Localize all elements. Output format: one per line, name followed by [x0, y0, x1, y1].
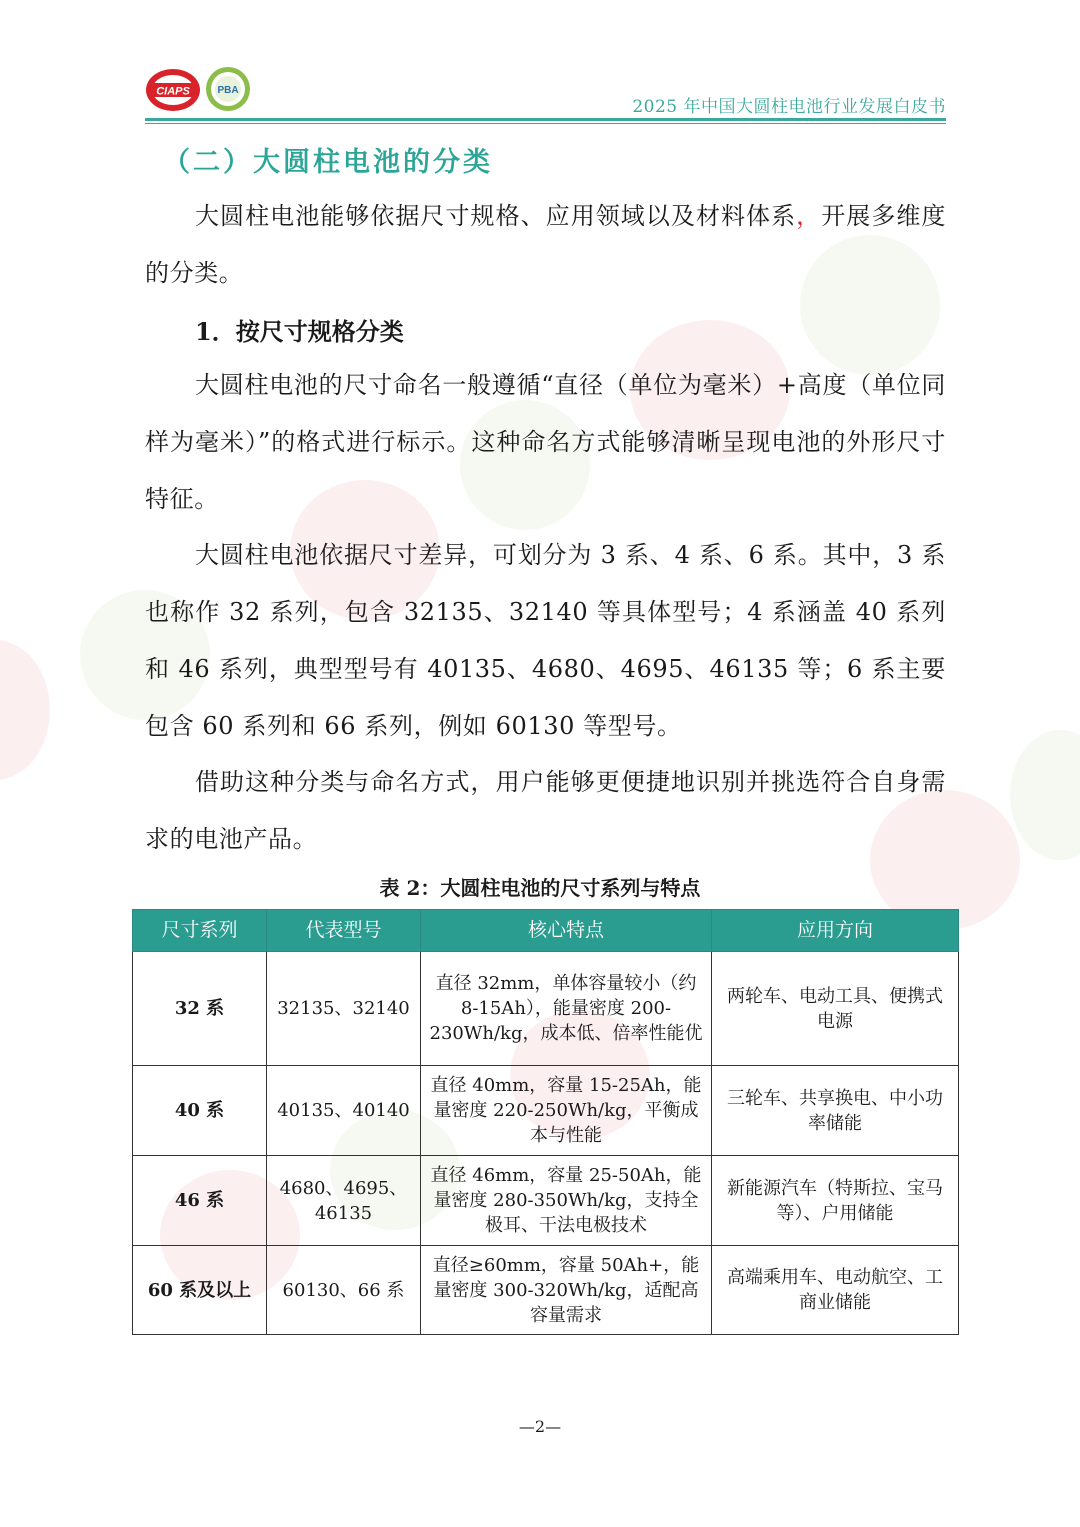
- cell-series: 46 系: [133, 1156, 267, 1246]
- column-header: 尺寸系列: [133, 910, 267, 952]
- ciaps-logo: [145, 68, 201, 112]
- table-caption: 表 2：大圆柱电池的尺寸系列与特点: [379, 876, 701, 900]
- cell-models: 60130、66 系: [267, 1246, 421, 1335]
- cell-features: 直径 40mm，容量 15-25Ah，能量密度 220-250Wh/kg，平衡成本与性能: [421, 1066, 712, 1156]
- svg-text:PBA: PBA: [217, 85, 239, 96]
- paragraph-series: 大圆柱电池依据尺寸差异，可划分为 3 系、4 系、6 系。其中，3 系也称作 32 系列，包含 32135、32140 等具体型号；4 系涵盖 40 系列和 46 系列，典型型号有 40135、4680、4695、46135 等；6 系主要包含 60 系列和 66 系列，例如 60130 等型号。: [145, 541, 946, 740]
- cell-series: 60 系及以上: [133, 1246, 267, 1335]
- section-title: （二）大圆柱电池的分类: [163, 147, 493, 178]
- watermark-ciaps: [0, 640, 50, 780]
- table-row: [133, 1066, 959, 1156]
- header-divider-thin: [145, 123, 946, 124]
- svg-text:CIAPS: CIAPS: [156, 85, 190, 98]
- sub-heading: 1．按尺寸规格分类: [195, 317, 404, 346]
- table-row: [133, 1246, 959, 1335]
- header-logos: [145, 66, 265, 114]
- header-title: 2025 年中国大圆柱电池行业发展白皮书: [632, 97, 946, 117]
- intro-paragraph: 大圆柱电池能够依据尺寸规格、应用领域以及材料体系，开展多维度的分类。: [145, 202, 947, 287]
- cell-series: 32 系: [133, 952, 267, 1066]
- pba-logo: [205, 66, 251, 112]
- cell-features: 直径 46mm，容量 25-50Ah，能量密度 280-350Wh/kg，支持全极耳、干法电极技术: [421, 1156, 712, 1246]
- cell-series: 40 系: [133, 1066, 267, 1156]
- cell-applications: 新能源汽车（特斯拉、宝马等）、户用储能: [712, 1156, 959, 1246]
- cell-applications: 三轮车、共享换电、中小功率储能: [712, 1066, 959, 1156]
- cell-applications: 两轮车、电动工具、便携式电源: [712, 952, 959, 1066]
- table-header-row: [133, 910, 959, 952]
- column-header: 代表型号: [267, 910, 421, 952]
- cell-models: 4680、4695、46135: [267, 1156, 421, 1246]
- table-row: [133, 952, 959, 1066]
- spec-table: [132, 909, 959, 1335]
- paragraph-usage: 借助这种分类与命名方式，用户能够更便捷地识别并挑选符合自身需求的电池产品。: [145, 768, 946, 853]
- cell-features: 直径≥60mm，容量 50Ah+，能量密度 300-320Wh/kg，适配高容量需求: [421, 1246, 712, 1335]
- cell-features: 直径 32mm，单体容量较小（约 8-15Ah），能量密度 200-230Wh/kg，成本低、倍率性能优: [421, 952, 712, 1066]
- watermark-pba: [1010, 730, 1080, 860]
- header-divider: [145, 118, 946, 121]
- page-number: —2—: [518, 1417, 562, 1436]
- cell-models: 32135、32140: [267, 952, 421, 1066]
- column-header: 核心特点: [421, 910, 712, 952]
- cell-models: 40135、40140: [267, 1066, 421, 1156]
- cell-applications: 高端乘用车、电动航空、工商业储能: [712, 1246, 959, 1335]
- column-header: 应用方向: [712, 910, 959, 952]
- paragraph-naming: 大圆柱电池的尺寸命名一般遵循“直径（单位为毫米）+高度（单位同样为毫米）”的格式进行标示。这种命名方式能够清晰呈现电池的外形尺寸特征。: [145, 371, 946, 513]
- table-row: [133, 1156, 959, 1246]
